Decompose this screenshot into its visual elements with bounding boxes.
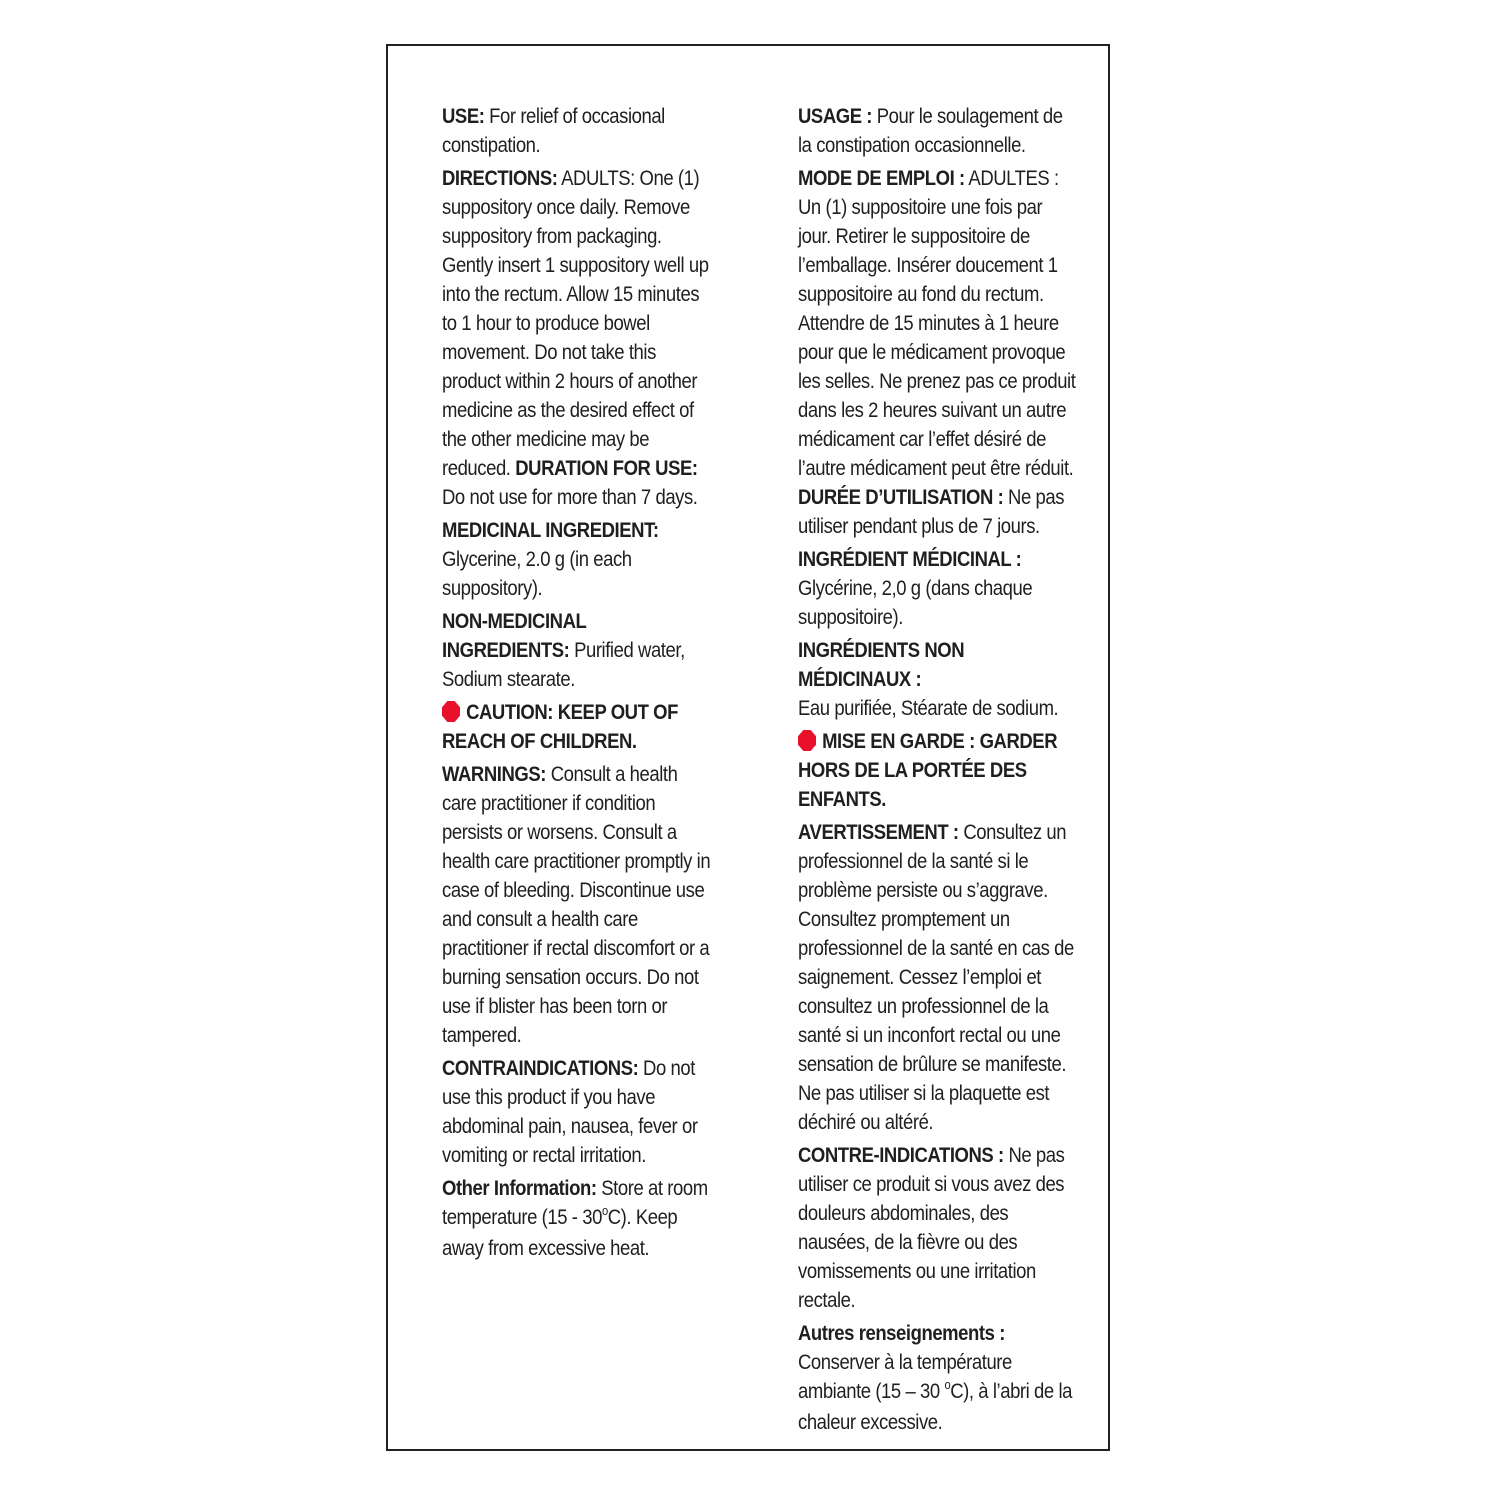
medicinal-label: MEDICINAL INGREDIENT: bbox=[442, 518, 659, 542]
french-column bbox=[798, 102, 1076, 1441]
medicinal-ingredient-section bbox=[442, 516, 714, 603]
degree-superscript: o bbox=[944, 1377, 951, 1392]
non-medicinal-section bbox=[442, 607, 714, 694]
usage-section bbox=[798, 102, 1076, 160]
english-column bbox=[442, 102, 714, 1267]
autres-renseignements-text-b: C), à l’abri de la chaleur excessive. bbox=[798, 1379, 1073, 1434]
avertissement-text: Consultez un professionnel de la santé si le problème persiste ou s’aggrave. Consultez promptement un professionnel de la santé en cas de saignement. Cessez l’emploi et consultez un professionnel de la santé si un inconfort rectal ou une sensation de brûlure se manifeste. Ne pas utiliser si la plaquette est déchiré ou altéré. bbox=[798, 820, 1074, 1134]
warnings-label: WARNINGS: bbox=[442, 762, 546, 786]
mode-emploi-label: MODE DE EMPLOI : bbox=[798, 166, 965, 190]
ingredient-medicinal-label: INGRÉDIENT MÉDICINAL : bbox=[798, 547, 1022, 571]
product-label-panel bbox=[386, 44, 1110, 1451]
ingredients-non-medicinaux-label: INGRÉDIENTS NON MÉDICINAUX : bbox=[798, 638, 965, 691]
non-medicinal-label: NON-MEDICINAL INGREDIENTS: bbox=[442, 609, 587, 662]
use-label: USE: bbox=[442, 104, 485, 128]
duration-text: Do not use for more than 7 days. bbox=[442, 485, 698, 509]
contre-indications-section bbox=[798, 1141, 1076, 1315]
autres-renseignements-text-a: Conserver à la température ambiante (15 – 30 bbox=[798, 1350, 1012, 1403]
contraindications-text: Do not use this product if you have abdominal pain, nausea, fever or vomiting or rectal irritation. bbox=[442, 1056, 698, 1167]
contre-indications-text: Ne pas utiliser ce produit si vous avez des douleurs abdominales, des nausées, de la fièvre ou des vomissements ou une irritation rectale. bbox=[798, 1143, 1065, 1312]
usage-text: Pour le soulagement de la constipation occasionnelle. bbox=[798, 104, 1063, 157]
medicinal-text: Glycerine, 2.0 g (in each suppository). bbox=[442, 547, 632, 600]
contraindications-label: CONTRAINDICATIONS: bbox=[442, 1056, 639, 1080]
duree-text: Ne pas utiliser pendant plus de 7 jours. bbox=[798, 485, 1065, 538]
other-information-label: Other Information: bbox=[442, 1176, 597, 1200]
other-information-section bbox=[442, 1174, 714, 1263]
stop-sign-icon bbox=[442, 701, 460, 722]
avertissement-section bbox=[798, 818, 1076, 1137]
contre-indications-label: CONTRE-INDICATIONS : bbox=[798, 1143, 1004, 1167]
other-information-text-b: C). Keep away from excessive heat. bbox=[442, 1205, 678, 1260]
degree-superscript: o bbox=[601, 1203, 608, 1218]
non-medicinal-text: Purified water, Sodium stearate. bbox=[442, 638, 685, 691]
ingredients-non-medicinaux-text: Eau purifiée, Stéarate de sodium. bbox=[798, 696, 1059, 720]
avertissement-label: AVERTISSEMENT : bbox=[798, 820, 959, 844]
warnings-section bbox=[442, 760, 714, 1050]
duration-label: DURATION FOR USE: bbox=[515, 456, 698, 480]
autres-renseignements-section bbox=[798, 1319, 1076, 1437]
mode-emploi-text: ADULTES : Un (1) suppositoire une fois par jour. Retirer le suppositoire de l’emballage. Insérer doucement 1 suppositoire au fond du rectum. Attendre de 15 minutes à 1 heure pour que le médicament provoque les selles. Ne prenez pas ce produit dans les 2 heures suivant un autre médicament car l’effet désiré de l’autre médicament peut être réduit. bbox=[798, 166, 1076, 480]
use-text: For relief of occasional constipation. bbox=[442, 104, 665, 157]
mise-en-garde-section bbox=[798, 727, 1076, 814]
caution-section bbox=[442, 698, 714, 756]
ingredient-medicinal-section bbox=[798, 545, 1076, 632]
warnings-text: Consult a health care practitioner if condition persists or worsens. Consult a health care practitioner promptly in case of bleeding. Discontinue use and consult a health care practitioner if rectal discomfort or a burning sensation occurs. Do not use if blister has been torn or tampered. bbox=[442, 762, 711, 1047]
directions-section bbox=[442, 164, 714, 512]
mode-emploi-section bbox=[798, 164, 1076, 541]
ingredients-non-medicinaux-section bbox=[798, 636, 1076, 723]
usage-label: USAGE : bbox=[798, 104, 873, 128]
directions-label: DIRECTIONS: bbox=[442, 166, 558, 190]
duree-label: DURÉE D’UTILISATION : bbox=[798, 485, 1004, 509]
stop-sign-icon bbox=[798, 730, 816, 751]
ingredient-medicinal-text: Glycérine, 2,0 g (dans chaque suppositoire). bbox=[798, 576, 1033, 629]
caution-text: CAUTION: KEEP OUT OF REACH OF CHILDREN. bbox=[442, 700, 679, 753]
directions-text: ADULTS: One (1) suppository once daily. Remove suppository from packaging. Gently insert 1 suppository well up into the rectum. Allow 15 minutes to 1 hour to produce bowel movement. Do not take this product within 2 hours of another medicine as the desired effect of the other medicine may be reduced. bbox=[442, 166, 709, 480]
autres-renseignements-label: Autres renseignements : bbox=[798, 1321, 1005, 1345]
use-section bbox=[442, 102, 714, 160]
contraindications-section bbox=[442, 1054, 714, 1170]
other-information-text-a: Store at room temperature (15 - 30 bbox=[442, 1176, 708, 1229]
mise-en-garde-text: MISE EN GARDE : GARDER HORS DE LA PORTÉE DES ENFANTS. bbox=[798, 729, 1058, 811]
